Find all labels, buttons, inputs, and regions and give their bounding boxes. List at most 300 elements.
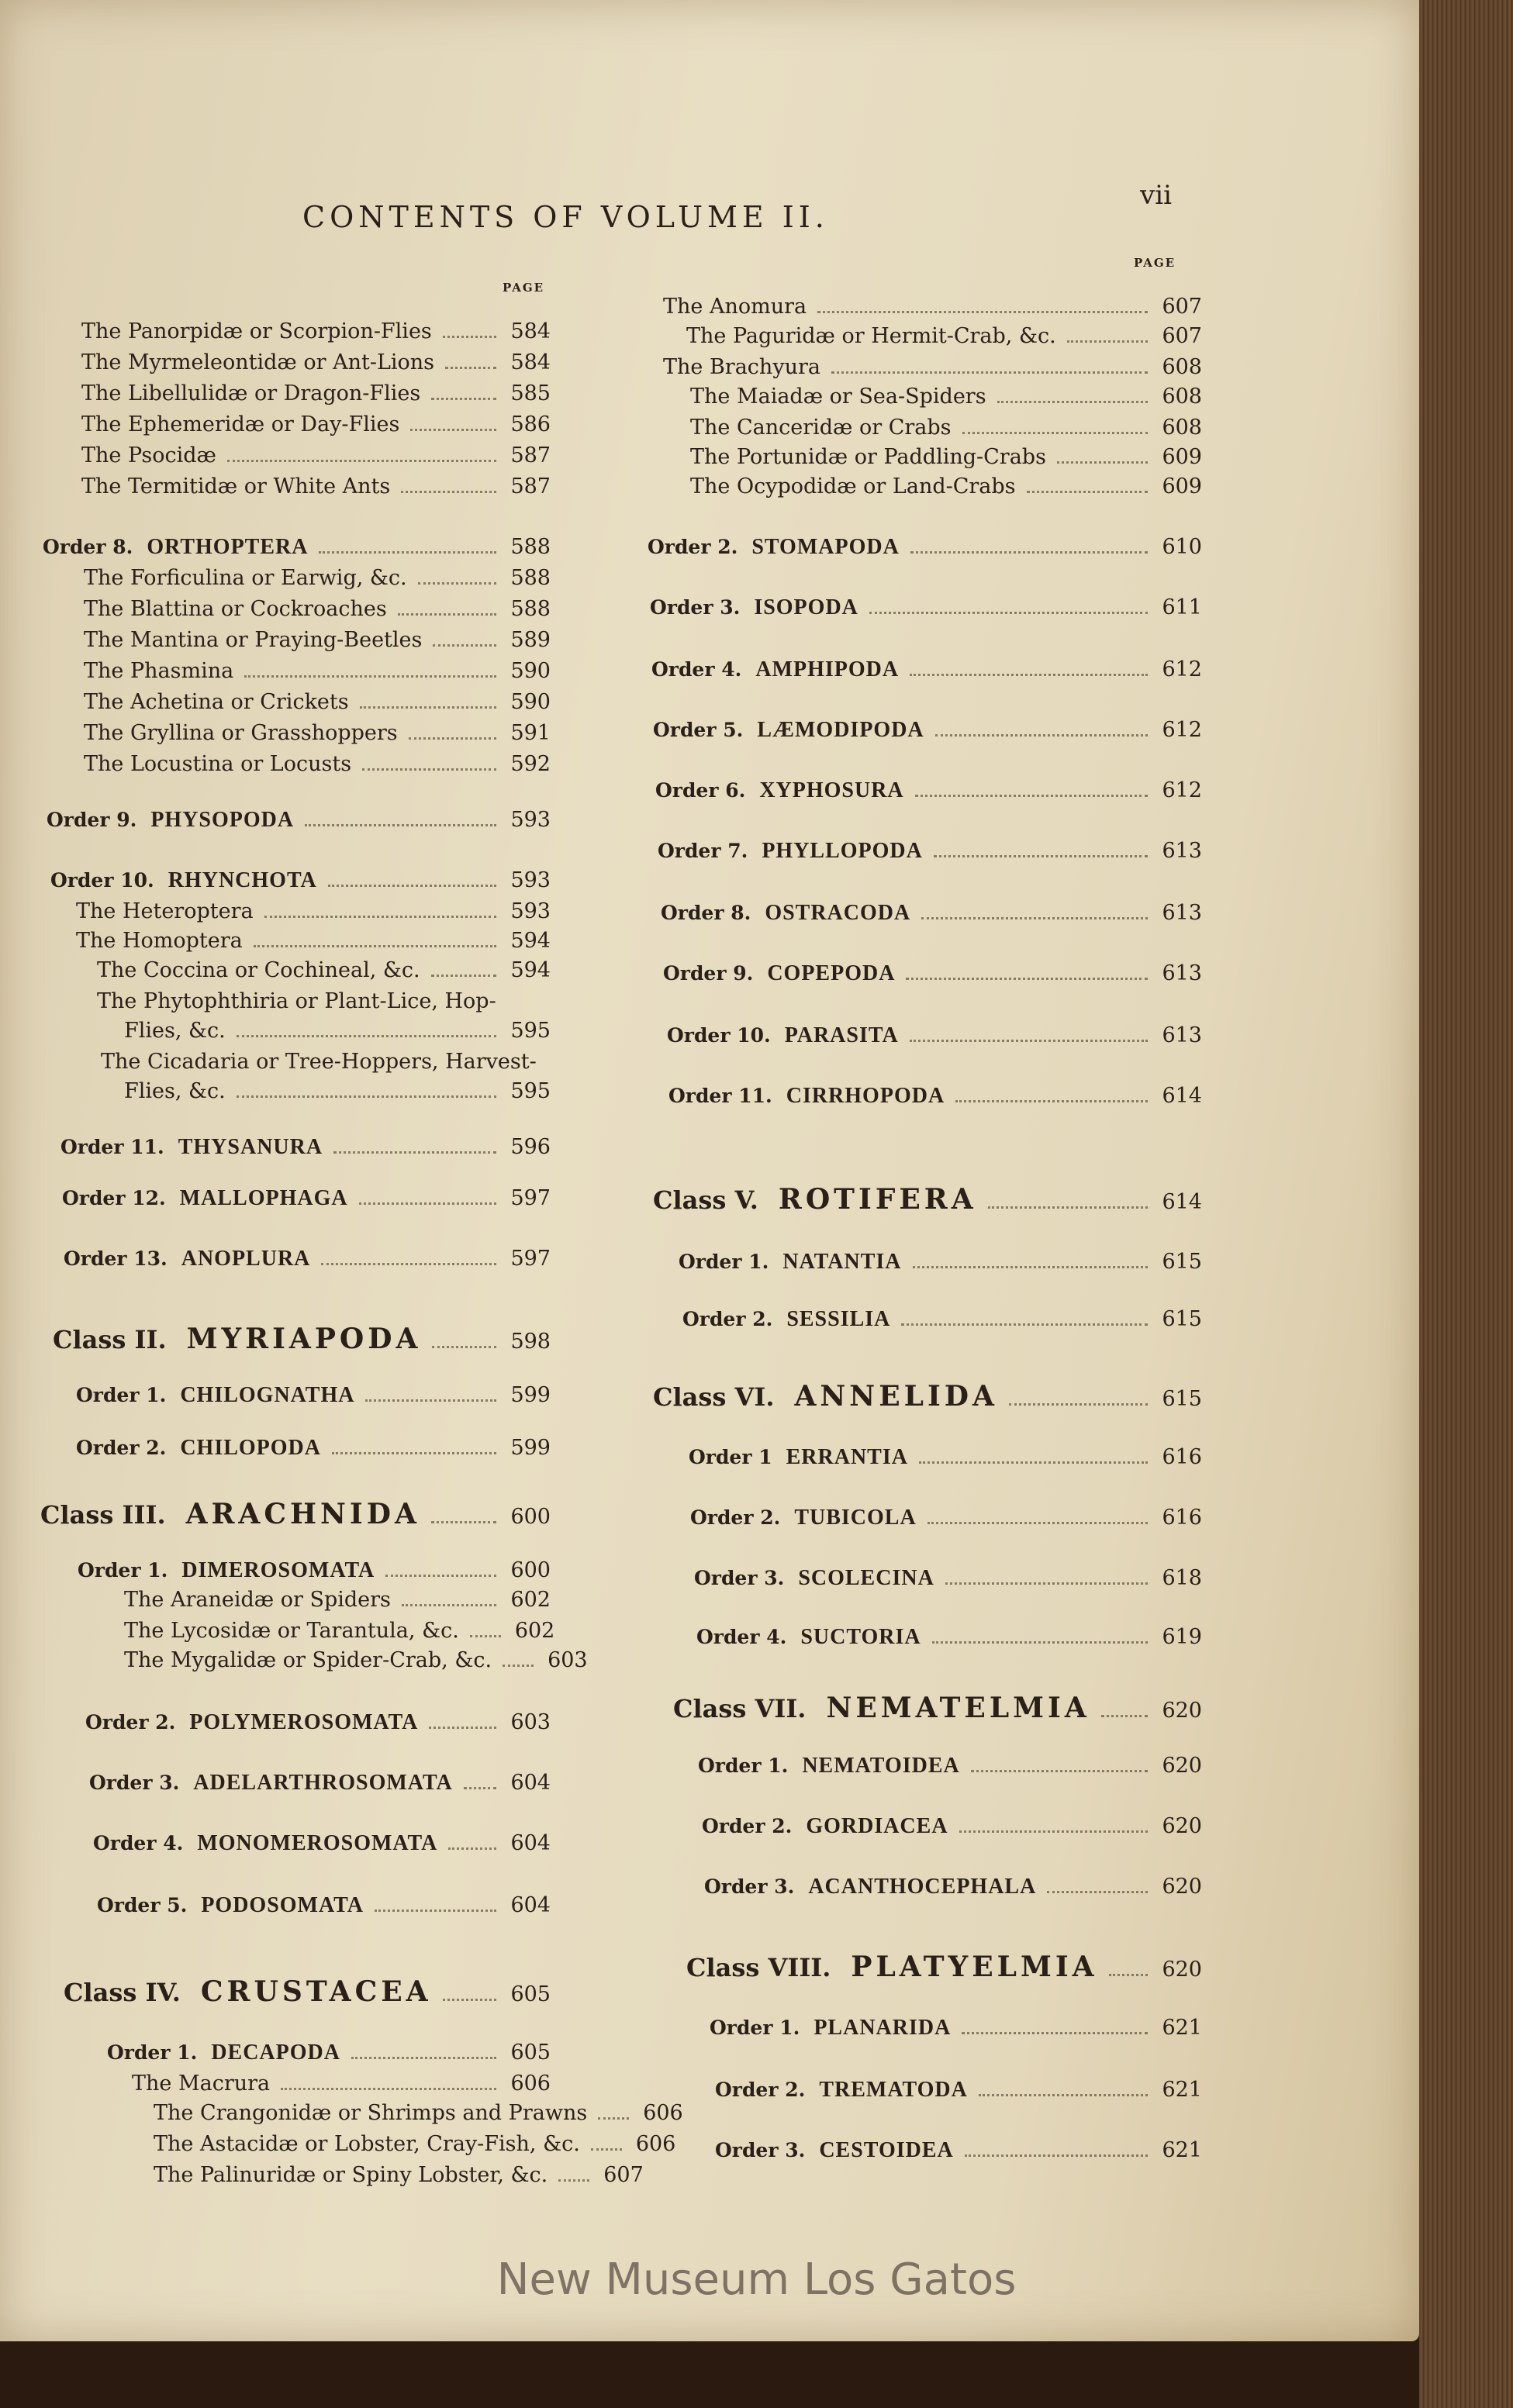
family-entry: [76, 899, 551, 924]
entry-name: SCOLECINA: [798, 1566, 934, 1590]
entry-page-number: 605: [510, 2041, 551, 2065]
entry-name: ANNELIDA: [794, 1380, 998, 1413]
family-entry: [154, 2101, 683, 2126]
entry-label: Order 11.: [60, 1136, 164, 1158]
entry-name: SUCTORIA: [800, 1625, 921, 1649]
entry-page-number: 607: [1162, 324, 1202, 348]
family-entry: [124, 1079, 551, 1104]
entry-page-number: 585: [510, 381, 551, 405]
entry-page-number: 594: [510, 958, 551, 982]
dot-leader: [910, 1040, 1149, 1042]
entry-page-number: 610: [1162, 535, 1202, 559]
dot-leader: [431, 1521, 497, 1523]
dot-leader: [402, 1604, 497, 1606]
dot-leader: [997, 401, 1149, 403]
entry-page-number: 604: [510, 1771, 551, 1795]
entry-name: SESSILIA: [786, 1307, 891, 1331]
order-entry: [60, 1135, 551, 1160]
entry-page-number: 615: [1162, 1387, 1202, 1411]
class-entry: [673, 1692, 1202, 1724]
family-entry: [81, 319, 551, 344]
entry-name: The Blattina or Cockroaches: [84, 597, 387, 621]
entry-label: Order 2.: [682, 1308, 773, 1330]
entry-name: PLATYELMIA: [851, 1951, 1098, 1983]
entry-label: Class VI.: [653, 1382, 775, 1412]
entry-label: Order 3.: [715, 2139, 806, 2161]
dot-leader: [244, 675, 496, 678]
entry-page-number: 602: [514, 1619, 555, 1643]
entry-name: The Macrura: [132, 2072, 271, 2096]
dot-leader: [558, 2179, 589, 2182]
entry-label: Order 5.: [653, 719, 744, 741]
entry-name: CHILOPODA: [180, 1436, 321, 1460]
family-entry: [101, 1050, 551, 1074]
entry-page-number: 588: [510, 566, 551, 590]
family-entry: [84, 597, 551, 622]
entry-name: GORDIACEA: [806, 1814, 948, 1838]
dot-leader: [321, 1263, 496, 1265]
family-entry: [690, 474, 1202, 499]
entry-page-number: 607: [603, 2163, 644, 2187]
entry-name: The Portunidæ or Paddling-Crabs: [690, 445, 1046, 469]
entry-label: Order 2.: [76, 1437, 167, 1459]
entry-label: Order 6.: [655, 779, 746, 802]
order-entry: [702, 1814, 1202, 1839]
dot-leader: [237, 1095, 497, 1098]
dot-leader: [591, 2148, 622, 2151]
dot-leader: [375, 1909, 497, 1912]
entry-page-number: 606: [510, 2072, 551, 2096]
dot-leader: [934, 855, 1149, 857]
entry-name: RHYNCHOTA: [168, 868, 317, 892]
dot-leader: [869, 612, 1149, 614]
entry-label: Class VII.: [673, 1694, 807, 1723]
dot-leader: [398, 613, 497, 616]
class-entry: [686, 1951, 1202, 1983]
order-entry: [668, 1084, 1202, 1109]
order-entry: [694, 1566, 1202, 1591]
dot-leader: [1057, 461, 1149, 464]
family-entry: [97, 958, 551, 983]
dot-leader: [1101, 1715, 1149, 1717]
dot-leader: [445, 367, 496, 369]
entry-page-number: 620: [1162, 1958, 1202, 1982]
dot-leader: [385, 1575, 496, 1577]
order-entry: [658, 839, 1202, 864]
dot-leader: [913, 1266, 1149, 1268]
entry-name: DECAPODA: [211, 2041, 340, 2065]
entry-name: DIMEROSOMATA: [181, 1558, 375, 1582]
dot-leader: [227, 460, 497, 462]
entry-name: STOMAPODA: [751, 535, 900, 559]
family-entry: [154, 2163, 644, 2188]
order-entry: [85, 1710, 551, 1735]
entry-label: Order 3.: [650, 596, 741, 619]
entry-page-number: 606: [643, 2101, 683, 2125]
entry-page-number: 620: [1162, 1875, 1202, 1899]
entry-name: CESTOIDEA: [819, 2138, 954, 2162]
entry-page-number: 587: [510, 443, 551, 467]
dot-leader: [965, 2154, 1149, 2157]
family-entry: [690, 385, 1202, 409]
dot-leader: [429, 1727, 496, 1729]
order-entry: [78, 1558, 551, 1583]
family-entry: [663, 295, 1202, 319]
order-entry: [650, 595, 1202, 620]
entry-label: Order 4.: [651, 658, 742, 681]
order-entry: [663, 961, 1202, 986]
dot-leader: [910, 551, 1149, 554]
entry-page-number: 604: [510, 1893, 551, 1917]
entry-name: The Panorpidæ or Scorpion-Flies: [81, 319, 432, 343]
order-entry: [715, 2138, 1202, 2163]
entry-page-number: 615: [1162, 1307, 1202, 1331]
class-entry: [64, 1975, 551, 2008]
entry-page-number: 608: [1162, 385, 1202, 409]
entry-label: Order 1: [689, 1446, 772, 1468]
entry-page-number: 592: [510, 752, 551, 776]
order-entry: [689, 1445, 1202, 1470]
entry-name: ACANTHOCEPHALA: [808, 1875, 1037, 1899]
entry-page-number: 595: [510, 1019, 551, 1043]
entry-label: Order 7.: [658, 840, 748, 862]
entry-page-number: 593: [510, 899, 551, 923]
order-entry: [698, 1754, 1202, 1778]
entry-name: Flies, &c.: [124, 1019, 226, 1043]
family-entry: [81, 474, 551, 499]
dot-leader: [333, 1151, 496, 1154]
page-column-label-right: PAGE: [1134, 256, 1176, 270]
entry-name: The Libellulidæ or Dragon-Flies: [81, 381, 421, 405]
entry-name: The Mantina or Praying-Beetles: [84, 628, 423, 652]
family-entry: [132, 2072, 551, 2096]
entry-name: ISOPODA: [754, 595, 858, 619]
entry-label: Order 2.: [648, 536, 738, 558]
entry-name: NEMATOIDEA: [802, 1754, 960, 1778]
entry-label: Order 13.: [64, 1247, 168, 1270]
entry-page-number: 605: [510, 1982, 551, 2006]
dot-leader: [254, 945, 497, 947]
family-entry: [81, 350, 551, 375]
order-entry: [679, 1250, 1202, 1275]
entry-label: Order 3.: [704, 1875, 795, 1898]
entry-label: Order 2.: [715, 2079, 806, 2101]
dot-leader: [962, 2032, 1148, 2034]
order-entry: [76, 1436, 551, 1461]
order-entry: [47, 808, 551, 833]
dot-leader: [988, 1206, 1149, 1209]
family-entry: [81, 412, 551, 437]
dot-leader: [1109, 1974, 1149, 1976]
entry-name: ADELARTHROSOMATA: [193, 1771, 453, 1795]
family-entry: [84, 752, 551, 777]
page-number: vii: [1140, 180, 1172, 211]
entry-page-number: 608: [1162, 416, 1202, 440]
dot-leader: [237, 1035, 497, 1037]
order-entry: [667, 1023, 1202, 1048]
entry-name: The Astacidæ or Lobster, Cray-Fish, &c.: [154, 2132, 580, 2156]
entry-name: The Crangonidæ or Shrimps and Prawns: [154, 2101, 588, 2125]
entry-label: Order 1.: [698, 1754, 789, 1777]
dot-leader: [432, 1346, 496, 1348]
entry-page-number: 621: [1162, 2078, 1202, 2102]
entry-name: POLYMEROSOMATA: [189, 1710, 419, 1734]
entry-name: The Palinuridæ or Spiny Lobster, &c.: [154, 2163, 548, 2187]
family-entry: [84, 566, 551, 591]
family-entry: [84, 628, 551, 653]
entry-label: Class III.: [40, 1500, 166, 1530]
entry-label: Order 1.: [679, 1251, 769, 1273]
dot-leader: [431, 398, 496, 400]
family-entry: [97, 989, 551, 1013]
dot-leader: [817, 311, 1148, 313]
entry-label: Order 5.: [97, 1894, 188, 1916]
entry-label: Order 1.: [78, 1559, 168, 1582]
entry-name: The Termitidæ or White Ants: [81, 474, 391, 499]
entry-name: ROTIFERA: [778, 1183, 977, 1216]
dot-leader: [598, 2117, 629, 2120]
order-entry: [710, 2016, 1202, 2041]
dot-leader: [319, 551, 496, 554]
dot-leader: [906, 978, 1148, 980]
entry-name: ANOPLURA: [181, 1247, 311, 1271]
family-entry: [154, 2132, 676, 2157]
entry-page-number: 615: [1162, 1250, 1202, 1274]
entry-label: Order 4.: [696, 1626, 787, 1648]
entry-page-number: 613: [1162, 839, 1202, 863]
entry-label: Order 4.: [93, 1832, 184, 1854]
dot-leader: [959, 1830, 1149, 1833]
entry-name: The Maiadæ or Sea-Spiders: [690, 385, 986, 409]
entry-name: The Coccina or Cochineal, &c.: [97, 958, 420, 982]
entry-name: AMPHIPODA: [755, 657, 900, 681]
entry-page-number: 616: [1162, 1506, 1202, 1530]
page-edges: [1419, 0, 1513, 2408]
class-entry: [653, 1380, 1202, 1413]
order-entry: [97, 1893, 551, 1918]
dot-leader: [927, 1522, 1149, 1524]
entry-label: Order 9.: [663, 962, 754, 985]
family-entry: [81, 443, 551, 468]
entry-label: Class VIII.: [686, 1953, 831, 1982]
entry-name: The Ocypodidæ or Land-Crabs: [690, 474, 1016, 499]
dot-leader: [418, 582, 497, 585]
order-entry: [715, 2078, 1202, 2103]
entry-page-number: 600: [510, 1505, 551, 1529]
order-entry: [648, 535, 1202, 560]
entry-page-number: 590: [510, 659, 551, 683]
family-entry: [124, 1588, 551, 1613]
family-entry: [663, 355, 1202, 380]
dot-leader: [503, 1665, 534, 1667]
entry-page-number: 620: [1162, 1814, 1202, 1838]
entry-name: LÆMODIPODA: [757, 718, 924, 742]
order-entry: [62, 1186, 551, 1211]
family-entry: [124, 1648, 588, 1673]
entry-name: The Heteroptera: [76, 899, 254, 923]
entry-page-number: 612: [1162, 778, 1202, 802]
entry-page-number: 597: [510, 1186, 551, 1210]
order-entry: [696, 1625, 1202, 1650]
order-entry: [655, 778, 1202, 803]
entry-page-number: 613: [1162, 1023, 1202, 1047]
entry-page-number: 609: [1162, 474, 1202, 499]
dot-leader: [945, 1582, 1149, 1585]
entry-page-number: 621: [1162, 2138, 1202, 2162]
dot-leader: [365, 1399, 496, 1402]
entry-page-number: 603: [510, 1710, 551, 1734]
dot-leader: [328, 885, 497, 887]
entry-name: NEMATELMIA: [826, 1692, 1090, 1724]
dot-leader: [470, 1635, 501, 1637]
entry-page-number: 599: [510, 1383, 551, 1407]
entry-page-number: 614: [1162, 1084, 1202, 1108]
order-entry: [661, 901, 1202, 926]
dot-leader: [281, 2088, 496, 2090]
dot-leader: [410, 429, 496, 431]
order-entry: [651, 657, 1202, 682]
entry-name: THYSANURA: [178, 1135, 323, 1159]
order-entry: [653, 718, 1202, 743]
entry-name: XYPHOSURA: [759, 778, 904, 802]
entry-label: Order 1.: [107, 2041, 198, 2064]
dot-leader: [1047, 1891, 1148, 1893]
dot-leader: [464, 1787, 497, 1789]
entry-name: OSTRACODA: [765, 901, 911, 925]
entry-label: Order 2.: [85, 1711, 176, 1734]
entry-page-number: 613: [1162, 961, 1202, 985]
entry-name: The Phytophthiria or Plant-Lice, Hop-: [97, 989, 496, 1013]
entry-page-number: 620: [1162, 1699, 1202, 1723]
entry-label: Order 8.: [43, 536, 133, 558]
entry-page-number: 607: [1162, 295, 1202, 319]
entry-name: The Lycosidæ or Tarantula, &c.: [124, 1619, 459, 1643]
entry-name: PHYLLOPODA: [762, 839, 923, 863]
dot-leader: [932, 1641, 1149, 1644]
entry-name: TREMATODA: [819, 2078, 968, 2102]
order-entry: [704, 1875, 1202, 1899]
order-entry: [50, 868, 551, 893]
dot-leader: [332, 1452, 496, 1454]
entry-page-number: 621: [1162, 2016, 1202, 2040]
entry-name: The Anomura: [663, 295, 807, 319]
dot-leader: [431, 975, 497, 977]
entry-page-number: 616: [1162, 1445, 1202, 1469]
entry-label: Order 1.: [76, 1384, 167, 1406]
entry-name: The Myrmeleontidæ or Ant-Lions: [81, 350, 435, 374]
order-entry: [64, 1247, 551, 1271]
entry-name: The Paguridæ or Hermit-Crab, &c.: [686, 324, 1056, 348]
entry-label: Class II.: [53, 1325, 167, 1354]
dot-leader: [831, 371, 1148, 374]
entry-label: Order 11.: [668, 1085, 772, 1107]
dot-leader: [955, 1100, 1148, 1102]
entry-name: MYRIAPODA: [186, 1323, 422, 1355]
entry-label: Order 3.: [89, 1772, 180, 1794]
watermark: New Museum Los Gatos: [496, 2254, 1017, 2305]
entry-page-number: 606: [635, 2132, 676, 2156]
dot-leader: [901, 1323, 1148, 1326]
entry-name: PHYSOPODA: [150, 808, 295, 832]
family-entry: [690, 416, 1202, 440]
entry-name: The Ephemeridæ or Day-Flies: [81, 412, 400, 436]
entry-page-number: 620: [1162, 1754, 1202, 1778]
entry-name: The Cicadaria or Tree-Hoppers, Harvest-: [101, 1050, 537, 1074]
entry-page-number: 603: [548, 1648, 588, 1672]
entry-name: The Canceridæ or Crabs: [690, 416, 952, 440]
family-entry: [124, 1019, 551, 1044]
dot-leader: [1009, 1403, 1148, 1406]
entry-name: COPEPODA: [767, 961, 896, 985]
family-entry: [124, 1619, 555, 1644]
entry-page-number: 612: [1162, 718, 1202, 742]
class-entry: [40, 1498, 551, 1530]
entry-page-number: 614: [1162, 1190, 1202, 1214]
entry-name: MONOMEROSOMATA: [197, 1831, 438, 1855]
entry-name: CRUSTACEA: [200, 1975, 432, 2008]
dot-leader: [971, 1770, 1149, 1772]
entry-page-number: 608: [1162, 355, 1202, 379]
entry-label: Class IV.: [64, 1978, 181, 2007]
entry-name: CHILOGNATHA: [180, 1383, 355, 1407]
family-entry: [686, 324, 1202, 349]
dot-leader: [919, 1461, 1148, 1464]
dot-leader: [351, 2057, 496, 2059]
entry-name: CIRRHOPODA: [786, 1084, 945, 1108]
entry-page-number: 600: [510, 1558, 551, 1582]
entry-page-number: 586: [510, 412, 551, 436]
dot-leader: [409, 737, 497, 740]
entry-label: Order 10.: [667, 1024, 771, 1047]
entry-name: Flies, &c.: [124, 1079, 226, 1103]
entry-page-number: 598: [510, 1330, 551, 1354]
entry-page-number: 587: [510, 474, 551, 499]
entry-name: NATANTIA: [782, 1250, 902, 1274]
entry-page-number: 593: [510, 808, 551, 832]
entry-label: Order 8.: [661, 902, 751, 924]
entry-name: TUBICOLA: [794, 1506, 917, 1530]
entry-page-number: 611: [1162, 595, 1202, 619]
entry-label: Order 1.: [710, 2016, 800, 2039]
entry-name: The Locustina or Locusts: [84, 752, 352, 776]
entry-page-number: 613: [1162, 901, 1202, 925]
order-entry: [43, 535, 551, 560]
order-entry: [76, 1383, 551, 1408]
entry-page-number: 588: [510, 535, 551, 559]
entry-label: Order 2.: [702, 1815, 793, 1837]
entry-page-number: 595: [510, 1079, 551, 1103]
entry-name: MALLOPHAGA: [179, 1186, 348, 1210]
order-entry: [93, 1831, 551, 1856]
entry-label: Class V.: [653, 1185, 758, 1215]
page-column-label-left: PAGE: [503, 281, 545, 295]
family-entry: [81, 381, 551, 406]
entry-page-number: 584: [510, 350, 551, 374]
order-entry: [690, 1506, 1202, 1530]
entry-label: Order 9.: [47, 809, 137, 831]
dot-leader: [935, 734, 1149, 737]
class-entry: [653, 1183, 1202, 1216]
entry-name: The Psocidæ: [81, 443, 216, 467]
entry-page-number: 619: [1162, 1625, 1202, 1649]
dot-leader: [910, 674, 1148, 676]
entry-name: The Gryllina or Grasshoppers: [84, 721, 398, 745]
dot-leader: [921, 917, 1148, 919]
family-entry: [690, 445, 1202, 470]
order-entry: [107, 2041, 551, 2065]
dot-leader: [962, 432, 1149, 434]
family-entry: [84, 659, 551, 684]
